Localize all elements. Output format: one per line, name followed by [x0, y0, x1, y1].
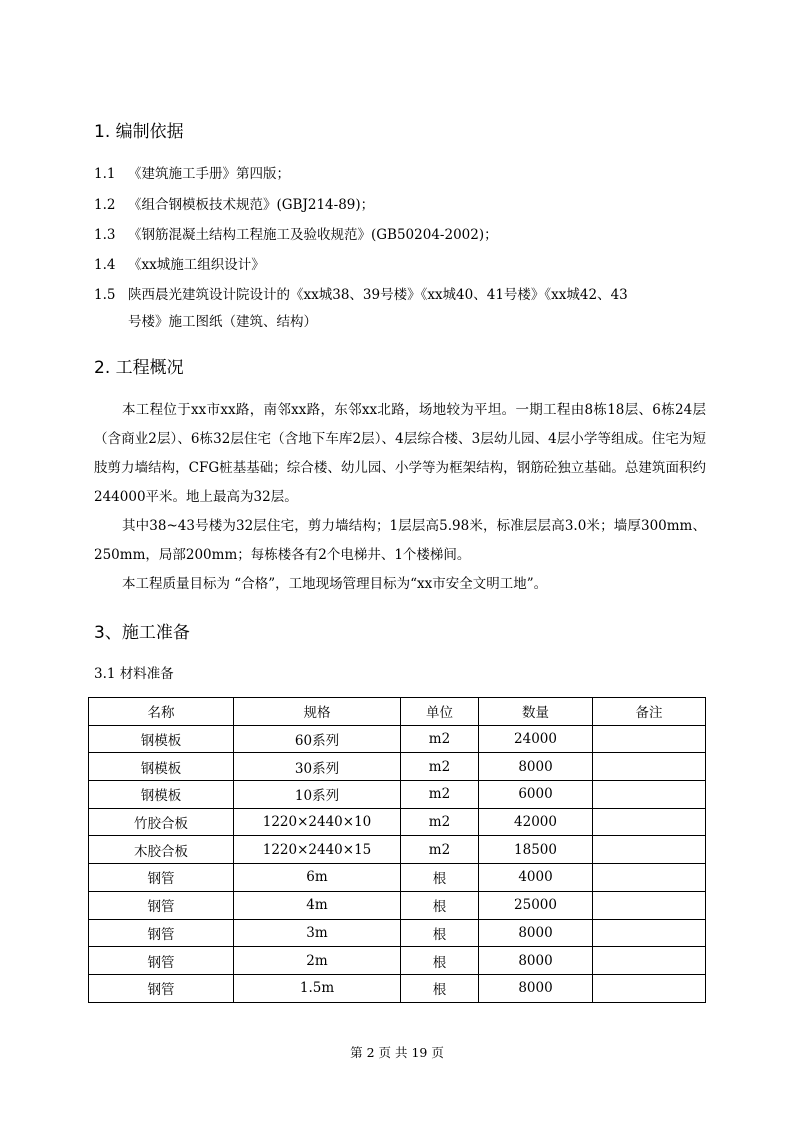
page-footer: 第 2 页 共 19 页: [350, 1045, 444, 1060]
cell-unit: m2: [401, 781, 479, 809]
reference-item: [94, 162, 290, 182]
cell-remarks: [593, 891, 706, 919]
overview-paragraph: 本工程质量目标为 “合格”，工地现场管理目标为“xx市安全文明工地”。: [122, 576, 548, 592]
table-row: [89, 947, 706, 975]
cell-quantity: 25000: [479, 891, 593, 919]
overview-paragraph: 其中38~43号楼为32层住宅，剪力墙结构；1层层高5.98米，标准层层高3.0米；墙厚300mm、250mm，局部200mm；每栋楼各有2个电梯井、1个楼梯间。: [94, 518, 706, 563]
header-cell-remarks: 备注: [593, 698, 706, 726]
table-row: [89, 808, 706, 836]
cell-unit: m2: [401, 753, 479, 781]
cell-quantity: 4000: [479, 864, 593, 892]
section-heading-basis: 1. 编制依据: [94, 122, 184, 142]
cell-name: 钢管: [89, 947, 234, 975]
cell-unit: 根: [401, 947, 479, 975]
cell-quantity: 8000: [479, 974, 593, 1002]
cell-spec: 6m: [234, 864, 401, 892]
cell-remarks: [593, 974, 706, 1002]
reference-text: 《钢筋混凝土结构工程施工及验收规范》(GB50204-2002)；: [128, 227, 498, 243]
cell-unit: 根: [401, 864, 479, 892]
cell-spec: 4m: [234, 891, 401, 919]
table-row: [89, 753, 706, 781]
table-row: [89, 919, 706, 947]
cell-remarks: [593, 753, 706, 781]
reference-number: 1.4: [94, 257, 116, 273]
cell-name: 钢管: [89, 919, 234, 947]
cell-remarks: [593, 947, 706, 975]
cell-name: 木胶合板: [89, 836, 234, 864]
cell-quantity: 24000: [479, 725, 593, 753]
sub-heading-materials: 3.1 材料准备: [94, 666, 174, 682]
reference-text: 《xx城施工组织设计》: [128, 257, 265, 273]
cell-spec: 2m: [234, 947, 401, 975]
cell-spec: 1220×2440×10: [234, 808, 401, 836]
cell-name: 钢模板: [89, 781, 234, 809]
cell-remarks: [593, 836, 706, 864]
cell-spec: 1220×2440×15: [234, 836, 401, 864]
cell-name: 钢模板: [89, 725, 234, 753]
cell-spec: 60系列: [234, 725, 401, 753]
reference-text: 陕西晨光建筑设计院设计的《xx城38、39号楼》《xx城40、41号楼》《xx城42、43: [128, 287, 628, 303]
header-cell-quantity: 数量: [479, 698, 593, 726]
cell-remarks: [593, 864, 706, 892]
table-row: [89, 781, 706, 809]
cell-name: 竹胶合板: [89, 808, 234, 836]
cell-unit: 根: [401, 891, 479, 919]
cell-name: 钢管: [89, 974, 234, 1002]
table-row: [89, 891, 706, 919]
overview-paragraph: 本工程位于xx市xx路，南邻xx路，东邻xx北路，场地较为平坦。一期工程由8栋18层、6栋24层（含商业2层）、6栋32层住宅（含地下车库2层）、4层综合楼、3层幼儿园、4层小学等组成。住宅为短肢剪力墙结构，CFG桩基基础；综合楼、幼儿园、小学等为框架结构，钢筋砼独立基础。总建筑面积约244000平米。地上最高为32层。: [94, 402, 706, 505]
cell-quantity: 18500: [479, 836, 593, 864]
cell-unit: m2: [401, 725, 479, 753]
table-row: [89, 836, 706, 864]
section-heading-overview: 2. 工程概况: [94, 358, 184, 378]
cell-remarks: [593, 919, 706, 947]
table-row: [89, 864, 706, 892]
reference-number: 1.1: [94, 166, 116, 182]
reference-item: [94, 223, 498, 243]
cell-unit: m2: [401, 808, 479, 836]
cell-spec: 1.5m: [234, 974, 401, 1002]
cell-quantity: 6000: [479, 781, 593, 809]
cell-name: 钢管: [89, 864, 234, 892]
cell-quantity: 42000: [479, 808, 593, 836]
table-row: [89, 974, 706, 1002]
cell-remarks: [593, 808, 706, 836]
cell-name: 钢管: [89, 891, 234, 919]
header-cell-unit: 单位: [401, 698, 479, 726]
reference-number: 1.2: [94, 197, 116, 213]
reference-text: 《建筑施工手册》第四版；: [128, 166, 290, 182]
cell-quantity: 8000: [479, 919, 593, 947]
table-row: [89, 725, 706, 753]
cell-name: 钢模板: [89, 753, 234, 781]
cell-spec: 30系列: [234, 753, 401, 781]
reference-item: [94, 253, 265, 273]
table-header-row: [89, 698, 706, 726]
cell-remarks: [593, 781, 706, 809]
reference-item: [94, 193, 374, 213]
cell-quantity: 8000: [479, 753, 593, 781]
cell-quantity: 8000: [479, 947, 593, 975]
header-cell-name: 名称: [89, 698, 234, 726]
cell-unit: 根: [401, 919, 479, 947]
reference-text-continued: 号楼》施工图纸（建筑、结构）: [128, 314, 317, 330]
reference-number: 1.5: [94, 287, 116, 303]
reference-number: 1.3: [94, 227, 116, 243]
header-cell-spec: 规格: [234, 698, 401, 726]
reference-text: 《组合钢模板技术规范》(GBJ214-89)；: [128, 197, 375, 213]
cell-unit: m2: [401, 836, 479, 864]
materials-table: [88, 697, 706, 1003]
reference-item: [94, 283, 628, 303]
cell-unit: 根: [401, 974, 479, 1002]
cell-remarks: [593, 725, 706, 753]
cell-spec: 3m: [234, 919, 401, 947]
section-heading-preparation: 3、施工准备: [94, 623, 190, 643]
cell-spec: 10系列: [234, 781, 401, 809]
